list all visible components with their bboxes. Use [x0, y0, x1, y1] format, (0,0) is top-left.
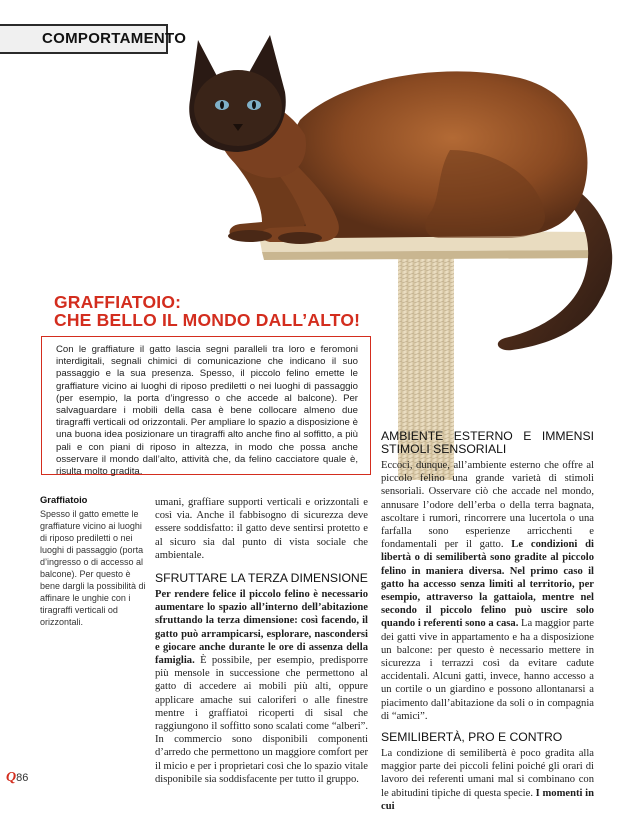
col2-bold-text: Le condizioni di libertà o di semilibertà sono gradite al piccolo felino in maniera diversa. Nel primo caso il gatto ha accesso senza limiti al territorio, per esempio, attraverso la gattaiola, mentre nel secondo il piccolo felino può uscire solo quando i referenti sono a casa.	[381, 539, 594, 630]
section-tag-label: COMPORTAMENTO	[42, 30, 187, 47]
article-headline	[54, 293, 360, 329]
caption-text: Spesso il gatto emette le graffiature vicino ai luoghi di riposo prediletti o nei luoghi di passaggio (porta d’ingresso o di accesso al balcone). Per questo è bene dargli la possibilità di affinare le unghie con i tiragraffi verticali od orizzontali.	[40, 509, 146, 627]
subheading-ambiente-esterno: AMBIENTE ESTERNO E IMMENSI STIMOLI SENSORIALI	[381, 429, 594, 456]
text-column-1	[155, 496, 368, 786]
col2-body	[381, 459, 594, 723]
page-number: 86	[16, 772, 29, 784]
photo-caption	[40, 494, 148, 628]
col2-bold-text-2: I momenti in cui	[381, 787, 594, 812]
magazine-logo: Q	[6, 770, 17, 785]
lead-box	[41, 336, 371, 478]
col2-paragraph-1: Eccoci, dunque, all’ambiente esterno che offre al piccolo felino una grande varietà di stimoli sensoriali. Osservare ciò che accade nel mondo, annusare l’odore dell’erba o della terra bagnata, ascoltare i rumori, rincorrere una lucertola o una farfalla sono esperienze arricchenti e fondamentali per il gatto.	[381, 460, 594, 551]
subheading-terza-dimensione: SFRUTTARE LA TERZA DIMENSIONE	[155, 571, 368, 586]
headline-line-2: CHE BELLO IL MONDO DALL’ALTO!	[54, 310, 361, 330]
section-tag	[0, 24, 187, 54]
headline-line-1: GRAFFIATOIO:	[54, 292, 182, 312]
col1-body-text: È possibile, per esempio, predisporre più mensole in successione che permettono al gatto di accedere ai mobili più alti, oppure applicare amache sui caloriferi o alle finestre mentre i graffiatoi ricoperti di sisal che raggiungono il soffitto sono scalati come “alberi”. In commercio sono disponibili componenti d’arredo che permettono un maggiore comfort per il micio e per i proprietari così che lo spazio vitale disponibile sia soddisfacente per tutto il gruppo.	[155, 655, 368, 785]
col1-bold-text: Per rendere felice il piccolo felino è necessario aumentare lo spazio all’interno dell’abitazione sfruttando la terza dimensione: così facendo, il gatto può arrampicarsi, esplorare, nascondersi e giocare anche durante le ore di assenza della famiglia.	[155, 589, 368, 667]
col2-body-2	[381, 747, 594, 813]
col2-paragraph-3: La condizione di semilibertà è poco gradita alla maggior parte dei piccoli felini poiché gli orari di lavoro dei referenti umani mal si combinano con le abitudini tipiche di questa specie.	[381, 748, 594, 799]
page-folio	[6, 770, 28, 786]
col2-paragraph-2: La maggior parte dei gatti vive in appartamento e ha a disposizione un balcone: per questo è necessario mettere in sicurezza i terrazzi così da evitare cadute accidentali. Alcuni gatti, invece, hanno accesso a un cortile o un giardino e possono allontanarsi a piacimento dall’abitazione da soli o in compagnia di “amici”.	[381, 618, 594, 722]
subheading-semiliberta: SEMILIBERTÀ, PRO E CONTRO	[381, 730, 563, 745]
text-column-2	[381, 430, 594, 813]
col1-body	[155, 588, 368, 786]
col1-intro: umani, graffiare supporti verticali e orizzontali e così via. Anche il fabbisogno di sicurezza deve essere soddisfatto: il gatto deve sentirsi protetto e al sicuro sia dal punto di vista sociale che ambientale.	[155, 497, 368, 561]
caption-title: Graffiatoio	[40, 494, 88, 505]
lead-text: Con le graffiature il gatto lascia segni paralleli tra loro e feromoni interdigitali, segnali chimici di comunicazione che indicano il suo passaggio e la sua presenza. Spesso, il piccolo felino emette le graffiature vicino ai luoghi di riposo prediletti o nei luoghi di passaggio (per esempio, la porta d’ingresso o che accede al balcone). Per salvaguardare i mobili della casa è bene collocare almeno due tiragraffi verticali od orizzontali. Per ampliare lo spazio a disposizione è una buona idea posizionare un tiragraffi alto anche fino al soffitto, a più pali e con piani di riposo in altezza, in modo che possa anche osservare il mondo dall’alto, attività che, da felino cacciatore quale è, risulta molto gradita.	[56, 344, 358, 478]
